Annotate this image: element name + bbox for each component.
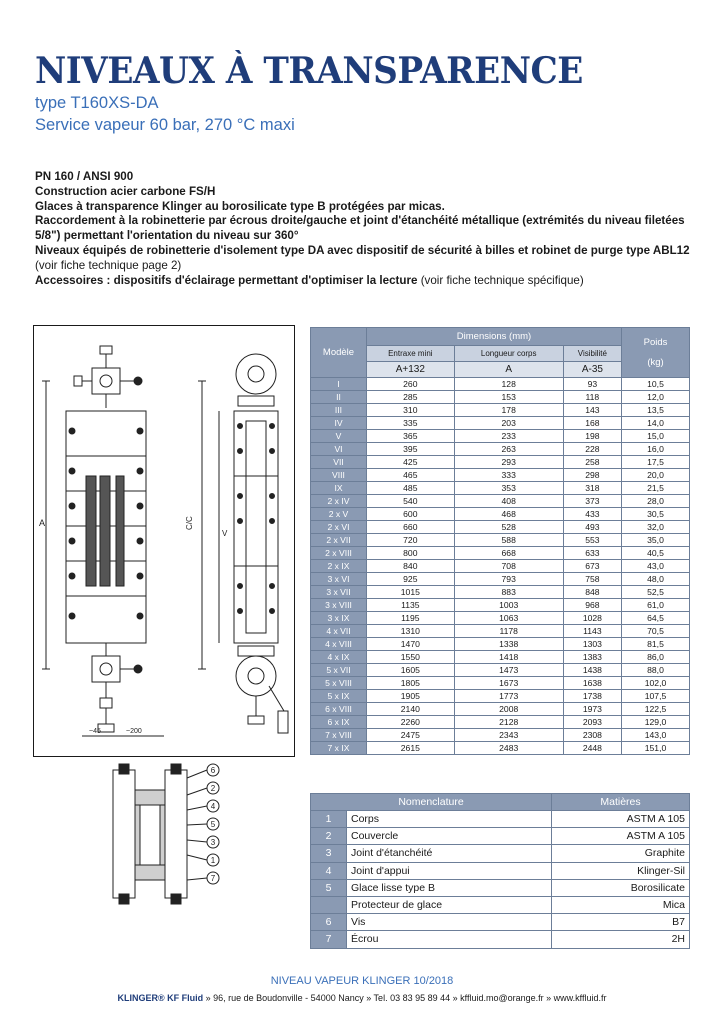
model-cell: 5 x VII: [311, 664, 367, 677]
spec-accessories: Accessoires : dispositifs d'éclairage permettant d'optimiser la lecture: [35, 273, 418, 287]
visibilite-cell: 258: [563, 456, 621, 469]
longueur-cell: 1338: [454, 638, 563, 651]
page-title: NIVEAUX À TRANSPARENCE: [35, 50, 583, 92]
poids-cell: 12,0: [622, 391, 690, 404]
poids-cell: 32,0: [622, 521, 690, 534]
spec-construction: Construction acier carbone FS/H: [35, 184, 216, 198]
entraxe-cell: 285: [367, 391, 455, 404]
longueur-cell: 333: [454, 469, 563, 482]
model-cell: 3 x VI: [311, 573, 367, 586]
spec-pressure: PN 160 / ANSI 900: [35, 170, 134, 183]
longueur-cell: 203: [454, 417, 563, 430]
model-cell: 2 x IX: [311, 560, 367, 573]
poids-cell: 86,0: [622, 651, 690, 664]
poids-cell: 61,0: [622, 599, 690, 612]
entraxe-cell: 540: [367, 495, 455, 508]
poids-cell: 28,0: [622, 495, 690, 508]
entraxe-cell: 1310: [367, 625, 455, 638]
entraxe-cell: 335: [367, 417, 455, 430]
model-cell: II: [311, 391, 367, 404]
entraxe-cell: 840: [367, 560, 455, 573]
poids-cell: 13,5: [622, 404, 690, 417]
visibilite-cell: 1028: [563, 612, 621, 625]
callout-6: 6: [210, 766, 216, 775]
subheader-entraxe: Entraxe mini: [367, 346, 455, 362]
table-row: [311, 845, 690, 862]
dim-label-a: A: [39, 518, 46, 528]
poids-cell: 88,0: [622, 664, 690, 677]
visibilite-cell: 433: [563, 508, 621, 521]
table-row: [311, 404, 690, 417]
table-row: [311, 573, 690, 586]
part-number-cell: 5: [311, 879, 347, 896]
entraxe-cell: 925: [367, 573, 455, 586]
spec-accessories-note: (voir fiche technique spécifique): [420, 273, 584, 287]
poids-cell: 102,0: [622, 677, 690, 690]
visibilite-cell: 1738: [563, 690, 621, 703]
poids-cell: 10,5: [622, 378, 690, 391]
entraxe-cell: 1135: [367, 599, 455, 612]
visibilite-cell: 2448: [563, 742, 621, 755]
entraxe-cell: 485: [367, 482, 455, 495]
longueur-cell: 2008: [454, 703, 563, 716]
longueur-cell: 233: [454, 430, 563, 443]
table-row: [311, 677, 690, 690]
visibilite-cell: 168: [563, 417, 621, 430]
table-row: [311, 638, 690, 651]
model-cell: 2 x V: [311, 508, 367, 521]
callout-1: 1: [210, 856, 216, 865]
longueur-cell: 708: [454, 560, 563, 573]
table-row: [311, 469, 690, 482]
longueur-cell: 1773: [454, 690, 563, 703]
model-cell: III: [311, 404, 367, 417]
poids-cell: 20,0: [622, 469, 690, 482]
model-cell: 6 x VIII: [311, 703, 367, 716]
visibilite-cell: 2093: [563, 716, 621, 729]
material-cell: ASTM A 105: [552, 828, 690, 845]
model-cell: IX: [311, 482, 367, 495]
visibilite-cell: 1143: [563, 625, 621, 638]
footer-address: » 96, rue de Boudonville - 54000 Nancy » Tel. 03 83 95 89 44 » kffluid.mo@orange.fr » www.kffluid.fr: [203, 993, 607, 1003]
longueur-cell: 1673: [454, 677, 563, 690]
entraxe-cell: 1015: [367, 586, 455, 599]
table-row: [311, 586, 690, 599]
table-row: [311, 690, 690, 703]
table-row: [311, 862, 690, 879]
formula-entraxe: A+132: [367, 362, 455, 378]
spec-valves-note: (voir fiche technique page 2): [35, 258, 182, 272]
table-row: [311, 742, 690, 755]
footer-document-ref: NIVEAU VAPEUR KLINGER 10/2018: [270, 975, 454, 987]
entraxe-cell: 800: [367, 547, 455, 560]
longueur-cell: 2128: [454, 716, 563, 729]
visibilite-cell: 633: [563, 547, 621, 560]
page-subtitle: [35, 92, 295, 136]
visibilite-cell: 1973: [563, 703, 621, 716]
part-number-cell: 4: [311, 862, 347, 879]
dim-label-cc: C/C: [185, 516, 194, 530]
part-name-cell: Joint d'étanchéité: [347, 845, 552, 862]
visibilite-cell: 1438: [563, 664, 621, 677]
dim-label-200: ~200: [126, 728, 142, 735]
longueur-cell: 2343: [454, 729, 563, 742]
visibilite-cell: 1383: [563, 651, 621, 664]
visibilite-cell: 318: [563, 482, 621, 495]
poids-cell: 43,0: [622, 560, 690, 573]
model-cell: 4 x VII: [311, 625, 367, 638]
poids-cell: 40,5: [622, 547, 690, 560]
model-cell: V: [311, 430, 367, 443]
visibilite-cell: 198: [563, 430, 621, 443]
material-cell: Graphite: [552, 845, 690, 862]
visibilite-cell: 493: [563, 521, 621, 534]
model-cell: 3 x VIII: [311, 599, 367, 612]
entraxe-cell: 2475: [367, 729, 455, 742]
table-row: [311, 729, 690, 742]
part-name-cell: Protecteur de glace: [347, 896, 552, 913]
longueur-cell: 353: [454, 482, 563, 495]
poids-cell: 143,0: [622, 729, 690, 742]
part-number-cell: [311, 896, 347, 913]
material-cell: Mica: [552, 896, 690, 913]
subtitle-service: Service vapeur 60 bar, 270 °C maxi: [35, 116, 295, 134]
spec-glass: Glaces à transparence Klinger au borosilicate type B protégées par micas.: [35, 199, 445, 213]
specifications-block: [35, 170, 695, 288]
material-cell: B7: [552, 914, 690, 931]
table-row: [311, 914, 690, 931]
model-cell: IV: [311, 417, 367, 430]
model-cell: 3 x VII: [311, 586, 367, 599]
spec-connection: Raccordement à la robinetterie par écrous droite/gauche et joint d'étanchéité métallique (extrémités du niveau filetées 5/8") permettant l'orientation du niveau sur 360°: [35, 214, 685, 243]
entraxe-cell: 1805: [367, 677, 455, 690]
formula-visibilite: A-35: [563, 362, 621, 378]
col-header-poids-label: Poids: [643, 336, 668, 348]
poids-cell: 52,5: [622, 586, 690, 599]
longueur-cell: 408: [454, 495, 563, 508]
model-cell: 6 x IX: [311, 716, 367, 729]
entraxe-cell: 720: [367, 534, 455, 547]
table-row: [311, 378, 690, 391]
technical-drawing-svg: [34, 326, 294, 756]
material-cell: ASTM A 105: [552, 811, 690, 828]
model-cell: 2 x IV: [311, 495, 367, 508]
model-cell: VIII: [311, 469, 367, 482]
longueur-cell: 1473: [454, 664, 563, 677]
col-header-matieres: Matières: [552, 794, 690, 811]
visibilite-cell: 553: [563, 534, 621, 547]
entraxe-cell: 465: [367, 469, 455, 482]
table-row: [311, 430, 690, 443]
subheader-longueur: Longueur corps: [454, 346, 563, 362]
callout-7: 7: [210, 874, 216, 883]
longueur-cell: 468: [454, 508, 563, 521]
longueur-cell: 588: [454, 534, 563, 547]
part-number-cell: 3: [311, 845, 347, 862]
longueur-cell: 1418: [454, 651, 563, 664]
entraxe-cell: 660: [367, 521, 455, 534]
poids-cell: 64,5: [622, 612, 690, 625]
part-number-cell: 1: [311, 811, 347, 828]
table-row: [311, 612, 690, 625]
part-name-cell: Vis: [347, 914, 552, 931]
entraxe-cell: 365: [367, 430, 455, 443]
longueur-cell: 178: [454, 404, 563, 417]
longueur-cell: 293: [454, 456, 563, 469]
longueur-cell: 153: [454, 391, 563, 404]
entraxe-cell: 425: [367, 456, 455, 469]
table-row: [311, 560, 690, 573]
poids-cell: 14,0: [622, 417, 690, 430]
table-row: [311, 651, 690, 664]
table-row: [311, 811, 690, 828]
table-row: [311, 391, 690, 404]
poids-cell: 16,0: [622, 443, 690, 456]
entraxe-cell: 1605: [367, 664, 455, 677]
subheader-visibilite: Visibilité: [563, 346, 621, 362]
visibilite-cell: 1638: [563, 677, 621, 690]
visibilite-cell: 968: [563, 599, 621, 612]
table-row: [311, 482, 690, 495]
visibilite-cell: 93: [563, 378, 621, 391]
table-row: [311, 417, 690, 430]
entraxe-cell: 260: [367, 378, 455, 391]
longueur-cell: 1003: [454, 599, 563, 612]
visibilite-cell: 298: [563, 469, 621, 482]
part-number-cell: 6: [311, 914, 347, 931]
callout-3: 3: [210, 838, 216, 847]
visibilite-cell: 2308: [563, 729, 621, 742]
longueur-cell: 2483: [454, 742, 563, 755]
nomenclature-table-body: [311, 811, 690, 949]
poids-cell: 30,5: [622, 508, 690, 521]
poids-cell: 70,5: [622, 625, 690, 638]
visibilite-cell: 848: [563, 586, 621, 599]
dim-label-45: ~45: [89, 728, 101, 735]
part-number-cell: 2: [311, 828, 347, 845]
poids-cell: 107,5: [622, 690, 690, 703]
table-row: [311, 495, 690, 508]
model-cell: 4 x IX: [311, 651, 367, 664]
poids-cell: 21,5: [622, 482, 690, 495]
entraxe-cell: 2140: [367, 703, 455, 716]
poids-cell: 129,0: [622, 716, 690, 729]
entraxe-cell: 310: [367, 404, 455, 417]
col-header-model: Modèle: [311, 328, 367, 378]
table-row: [311, 931, 690, 948]
visibilite-cell: 758: [563, 573, 621, 586]
poids-cell: 122,5: [622, 703, 690, 716]
table-row: [311, 664, 690, 677]
poids-cell: 151,0: [622, 742, 690, 755]
longueur-cell: 668: [454, 547, 563, 560]
poids-cell: 15,0: [622, 430, 690, 443]
longueur-cell: 1178: [454, 625, 563, 638]
col-header-dimensions: Dimensions (mm): [367, 328, 622, 346]
poids-cell: 17,5: [622, 456, 690, 469]
model-cell: 2 x VII: [311, 534, 367, 547]
longueur-cell: 263: [454, 443, 563, 456]
table-row: [311, 599, 690, 612]
table-row: [311, 703, 690, 716]
callout-4: 4: [210, 802, 216, 811]
dim-label-v: V: [222, 529, 228, 538]
model-cell: 4 x VIII: [311, 638, 367, 651]
subtitle-type: type T160XS-DA: [35, 94, 159, 112]
model-cell: VII: [311, 456, 367, 469]
table-row: [311, 625, 690, 638]
spec-valves: Niveaux équipés de robinetterie d'isolement type DA avec dispositif de sécurité à billes et robinet de purge type ABL12: [35, 243, 690, 257]
model-cell: I: [311, 378, 367, 391]
visibilite-cell: 373: [563, 495, 621, 508]
model-cell: VI: [311, 443, 367, 456]
part-name-cell: Écrou: [347, 931, 552, 948]
poids-cell: 48,0: [622, 573, 690, 586]
entraxe-cell: 1470: [367, 638, 455, 651]
longueur-cell: 128: [454, 378, 563, 391]
model-cell: 7 x IX: [311, 742, 367, 755]
table-row: [311, 443, 690, 456]
table-row: [311, 547, 690, 560]
visibilite-cell: 118: [563, 391, 621, 404]
longueur-cell: 528: [454, 521, 563, 534]
part-name-cell: Glace lisse type B: [347, 879, 552, 896]
callout-5: 5: [210, 820, 216, 829]
poids-cell: 81,5: [622, 638, 690, 651]
entraxe-cell: 2260: [367, 716, 455, 729]
model-cell: 5 x IX: [311, 690, 367, 703]
visibilite-cell: 228: [563, 443, 621, 456]
footer-contact: [0, 993, 724, 1003]
model-cell: 3 x IX: [311, 612, 367, 625]
longueur-cell: 793: [454, 573, 563, 586]
table-row: [311, 828, 690, 845]
dimensions-table: [310, 327, 690, 755]
table-row: [311, 716, 690, 729]
entraxe-cell: 1550: [367, 651, 455, 664]
table-row: [311, 508, 690, 521]
longueur-cell: 1063: [454, 612, 563, 625]
visibilite-cell: 1303: [563, 638, 621, 651]
entraxe-cell: 395: [367, 443, 455, 456]
part-name-cell: Couvercle: [347, 828, 552, 845]
table-row: [311, 879, 690, 896]
visibilite-cell: 143: [563, 404, 621, 417]
model-cell: 2 x VI: [311, 521, 367, 534]
longueur-cell: 883: [454, 586, 563, 599]
footer-brand: KLINGER® KF Fluid: [117, 993, 204, 1003]
entraxe-cell: 1195: [367, 612, 455, 625]
material-cell: Klinger-Sil: [552, 862, 690, 879]
entraxe-cell: 2615: [367, 742, 455, 755]
table-row: [311, 521, 690, 534]
col-header-nomenclature: Nomenclature: [311, 794, 552, 811]
col-header-poids-unit: (kg): [647, 356, 664, 368]
section-detail-drawing: [95, 760, 235, 910]
model-cell: 5 x VIII: [311, 677, 367, 690]
material-cell: 2H: [552, 931, 690, 948]
technical-drawing: [33, 325, 295, 757]
part-name-cell: Joint d'appui: [347, 862, 552, 879]
model-cell: 2 x VIII: [311, 547, 367, 560]
callout-2: 2: [210, 784, 216, 793]
poids-cell: 35,0: [622, 534, 690, 547]
part-name-cell: Corps: [347, 811, 552, 828]
table-row: [311, 456, 690, 469]
nomenclature-table: [310, 793, 690, 949]
table-row: [311, 896, 690, 913]
material-cell: Borosilicate: [552, 879, 690, 896]
visibilite-cell: 673: [563, 560, 621, 573]
model-cell: 7 x VIII: [311, 729, 367, 742]
entraxe-cell: 1905: [367, 690, 455, 703]
table-row: [311, 534, 690, 547]
col-header-poids: [622, 328, 690, 378]
entraxe-cell: 600: [367, 508, 455, 521]
part-number-cell: 7: [311, 931, 347, 948]
formula-longueur: A: [454, 362, 563, 378]
dimensions-table-body: [311, 378, 690, 755]
